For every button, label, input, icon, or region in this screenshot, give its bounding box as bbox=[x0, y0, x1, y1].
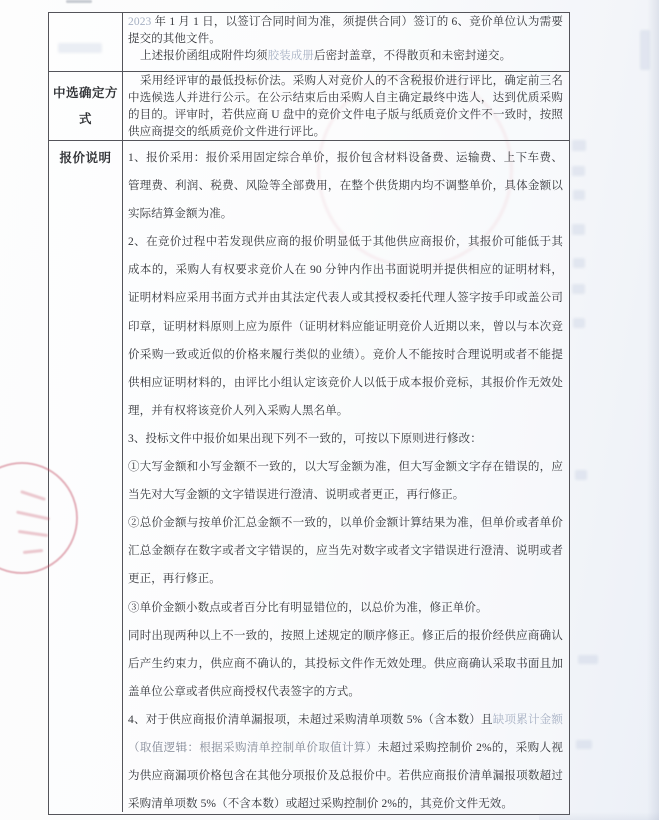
paragraph bbox=[128, 425, 563, 453]
row-label-text: 中选确定方式 bbox=[52, 86, 118, 126]
row-label bbox=[49, 141, 123, 812]
seal-stroke bbox=[23, 549, 43, 554]
row-content bbox=[123, 72, 569, 140]
paragraph bbox=[128, 48, 563, 65]
row-label bbox=[49, 13, 123, 71]
doc-table bbox=[48, 12, 570, 815]
text-segment: 3、投标文件中报价如果出现下列不一致的，可按以下原则进行修改： bbox=[128, 432, 482, 445]
bleed-through-mark bbox=[573, 190, 585, 200]
bleed-through-mark bbox=[572, 166, 585, 176]
table-row bbox=[49, 141, 569, 812]
bleed-through-mark bbox=[66, 0, 92, 3]
text-segment: ②总价金额与按单价汇总金额不一致的，以单价金额计算结果为准，但单价或者单价汇总金额存在数字或者文字错误的，应当先对数字或者文字错误进行澄清、说明或者更正，再行修正。 bbox=[128, 517, 563, 586]
paragraph bbox=[128, 706, 563, 812]
bleed-through-mark bbox=[573, 318, 585, 328]
text-segment: 1、报价采用：报价采用固定综合单价，报价包含材料设备费、运输费、上下车费、管理费、利润、税费、风险等全部费用，在整个供货期内均不调整单价，具体金额以实际结算金额为准。 bbox=[128, 152, 563, 221]
bleed-through-mark bbox=[575, 470, 587, 480]
table-row bbox=[49, 13, 569, 72]
paragraph bbox=[128, 594, 563, 622]
text-segment: 未超过采购控制价 2%的，采购人视为供应商漏项价格包含在其他分项报价及总报价中。若供应商报价清单漏报项数超过采购清单项数 5%（不含本数）或超过采购控制价 2%的，其竞价文件无效。 bbox=[128, 741, 563, 811]
bleed-through-mark bbox=[576, 740, 592, 749]
row-label-text: 报价说明 bbox=[59, 151, 112, 165]
text-segment-faded: 胶装成册 bbox=[267, 49, 315, 62]
text-segment: 采用经评审的最低投标价法。采购人对竞价人的不含税报价进行评比，确定前三名中选候选人并进行公示。在公示结束后由采购人自主确定最终中选人，达到优质采购的目的。评审时，若供应商 U 盘中的竞价文件电子版与纸质竞价文件不一致时，按照供应商提交的纸质竞价文件进行评比。 bbox=[128, 75, 563, 138]
paragraph bbox=[128, 453, 563, 509]
paragraph bbox=[128, 509, 563, 593]
paragraph bbox=[128, 73, 563, 140]
text-segment: 2、在竞价过程中若发现供应商的报价明显低于其他供应商报价，其报价可能低于其成本的，采购人有权要求竞价人在 90 分钟内作出书面说明并提供相应的证明材料，证明材料应采用书面方式并由其法定代表人或其授权委托代理人签字按手印或盖公司印章，证明材料原则上应为原件（证明材料应能证明竞价人近期以来，曾以与本次竞价采购一致或近似的价格来履行类似的业绩）。竞价人不能按时合理说明或者不能提供相应证明材料的，由评比小组认定该竞价人以低于成本报价竞标，其报价作无效处理，并有权将该竞价人列入采购人黑名单。 bbox=[128, 236, 563, 417]
text-segment-faded: 缺项累计金额 bbox=[492, 713, 563, 726]
paper-edge-shadow bbox=[647, 0, 659, 820]
bleed-through-mark bbox=[572, 224, 585, 235]
paragraph bbox=[128, 622, 563, 706]
text-segment: 同时出现两种以上不一致的，按照上述规定的顺序修正。修正后的报价经供应商确认后产生约束力，供应商不确认的，其投标文件作无效处理。供应商确认采取书面且加盖单位公章或者供应商授权代表签字的方式。 bbox=[128, 629, 563, 698]
seal-stroke bbox=[16, 510, 50, 520]
bleed-through-mark bbox=[573, 258, 585, 268]
text-segment: 4、对于供应商报价清单漏报项，未超过采购清单项数 5%（含本数）且 bbox=[128, 713, 493, 726]
paragraph bbox=[128, 14, 563, 48]
paragraph bbox=[128, 144, 563, 228]
bleed-through-mark bbox=[578, 655, 598, 664]
seal-stroke bbox=[20, 490, 46, 501]
text-segment: 上述报价函组成附件均须 bbox=[140, 49, 268, 62]
row-content bbox=[123, 141, 569, 812]
text-segment: ③单价金额小数点或者百分比有明显错位的，以总价为准，修正单价。 bbox=[128, 601, 488, 614]
bleed-through-mark bbox=[572, 284, 585, 294]
text-segment: ①大写金额和小写金额不一致的，以大写金额为准，但大写金额文字存在错误的，应当先对大写金额的文字错误进行澄清、说明或者更正，再行修正。 bbox=[128, 461, 563, 502]
text-segment-faded: 2023 bbox=[128, 16, 152, 28]
row-label bbox=[49, 72, 123, 140]
paragraph bbox=[128, 228, 563, 425]
text-segment-light: （取值逻辑：根据采购清单控制单价取值计算） bbox=[128, 741, 378, 754]
seal-stroke bbox=[18, 530, 48, 537]
text-segment: 年 1 月 1 日，以签订合同时间为准，须提供合同）签订的 6、竞价单位认为需要提交的其他文件。 bbox=[128, 16, 563, 45]
table-row bbox=[49, 72, 569, 141]
text-segment: 后密封盖章，不得散页和未密封递交。 bbox=[314, 49, 512, 62]
bleed-through-mark bbox=[572, 140, 586, 151]
bleed-through-mark bbox=[640, 30, 650, 70]
row-content bbox=[123, 13, 569, 71]
